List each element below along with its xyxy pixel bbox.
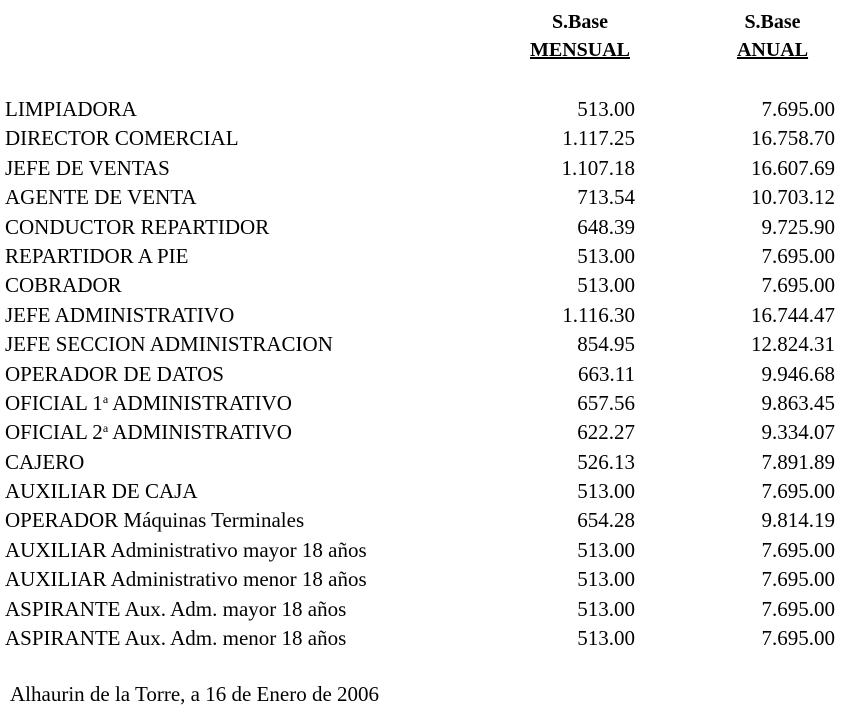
salary-annual: 9.725.90 [761,214,835,239]
salary-annual: 10.703.12 [751,185,835,210]
job-title: ASPIRANTE Aux. Adm. menor 18 años [5,626,347,651]
salary-monthly: 513.00 [577,479,635,504]
salary-annual: 16.744.47 [751,302,835,327]
job-title: LIMPIADORA [5,97,137,121]
table-row [5,95,840,124]
salary-annual: 16.607.69 [751,155,835,180]
salary-monthly: 513.00 [577,273,635,298]
table-row [5,506,840,535]
salary-monthly: 654.28 [577,508,635,533]
salary-annual: 7.695.00 [761,243,835,268]
salary-table [5,95,840,653]
salary-monthly: 1.117.25 [562,126,635,151]
salary-monthly: 513.00 [577,97,635,121]
salary-monthly: 663.11 [578,361,635,386]
table-row [5,330,840,359]
job-title: OFICIAL 1$^a$ ADMINISTRATIVO [5,390,292,415]
salary-annual: 9.946.68 [761,361,835,386]
header-mensual [505,8,655,64]
salary-monthly: 513.00 [577,596,635,621]
job-title: AGENTE DE VENTA [5,185,197,210]
job-title: CONDUCTOR REPARTIDOR [5,214,270,239]
salary-monthly: 657.56 [577,390,635,415]
footer-place-date: Alhaurin de la Torre, a 16 de Enero de 2006 [10,682,380,706]
job-title: OFICIAL 2$^a$ ADMINISTRATIVO [5,420,292,445]
job-title: JEFE SECCION ADMINISTRACION [5,332,333,357]
table-row [5,242,840,271]
table-row [5,536,840,565]
job-title: AUXILIAR Administrativo mayor 18 años [5,537,367,562]
table-row [5,624,840,653]
table-row [5,154,840,183]
salary-annual: 9.814.19 [761,508,835,533]
header-anual [705,8,840,64]
job-title: OPERADOR Máquinas Terminales [5,508,305,533]
salary-annual: 7.695.00 [761,596,835,621]
salary-monthly: 1.107.18 [561,155,635,180]
salary-annual: 16.758.70 [751,126,835,151]
salary-monthly: 1.116.30 [562,302,635,327]
table-row [5,389,840,418]
job-title: JEFE ADMINISTRATIVO [5,302,235,327]
salary-annual: 7.695.00 [761,479,835,504]
job-title: ASPIRANTE Aux. Adm. mayor 18 años [5,596,347,621]
table-row [5,595,840,624]
salary-annual: 7.695.00 [761,97,835,121]
table-row [5,213,840,242]
salary-annual: 9.863.45 [761,390,835,415]
table-row [5,301,840,330]
job-title: AUXILIAR DE CAJA [5,479,198,504]
job-title: REPARTIDOR A PIE [5,243,189,268]
job-title: DIRECTOR COMERCIAL [5,126,239,151]
job-title: OPERADOR DE DATOS [5,361,224,386]
salary-annual: 9.334.07 [761,420,835,445]
job-title: AUXILIAR Administrativo menor 18 años [5,567,367,592]
salary-annual: 7.695.00 [761,626,835,651]
salary-monthly: 513.00 [577,537,635,562]
table-row [5,183,840,212]
job-title: JEFE DE VENTAS [5,155,170,180]
salary-monthly: 526.13 [577,449,635,474]
table-row [5,565,840,594]
header-mensual-line2: MENSUAL [529,39,630,61]
table-row [5,271,840,300]
table-row [5,418,840,447]
salary-annual: 7.695.00 [761,273,835,298]
salary-monthly: 622.27 [577,420,635,445]
salary-monthly: 854.95 [577,332,635,357]
header-anual-line2: ANUAL [736,39,809,61]
salary-monthly: 513.00 [577,626,635,651]
header-mensual-line1: S.Base [551,11,609,33]
header-anual-line1: S.Base [744,11,801,33]
salary-annual: 7.695.00 [761,567,835,592]
table-row [5,477,840,506]
job-title: CAJERO [5,449,85,474]
salary-monthly: 513.00 [577,243,635,268]
table-row [5,448,840,477]
table-row [5,124,840,153]
job-title: COBRADOR [5,273,122,298]
salary-monthly: 513.00 [577,567,635,592]
salary-annual: 7.695.00 [761,537,835,562]
table-row [5,360,840,389]
salary-monthly: 713.54 [577,185,635,210]
salary-annual: 7.891.89 [761,449,835,474]
salary-annual: 12.824.31 [751,332,835,357]
salary-monthly: 648.39 [577,214,635,239]
